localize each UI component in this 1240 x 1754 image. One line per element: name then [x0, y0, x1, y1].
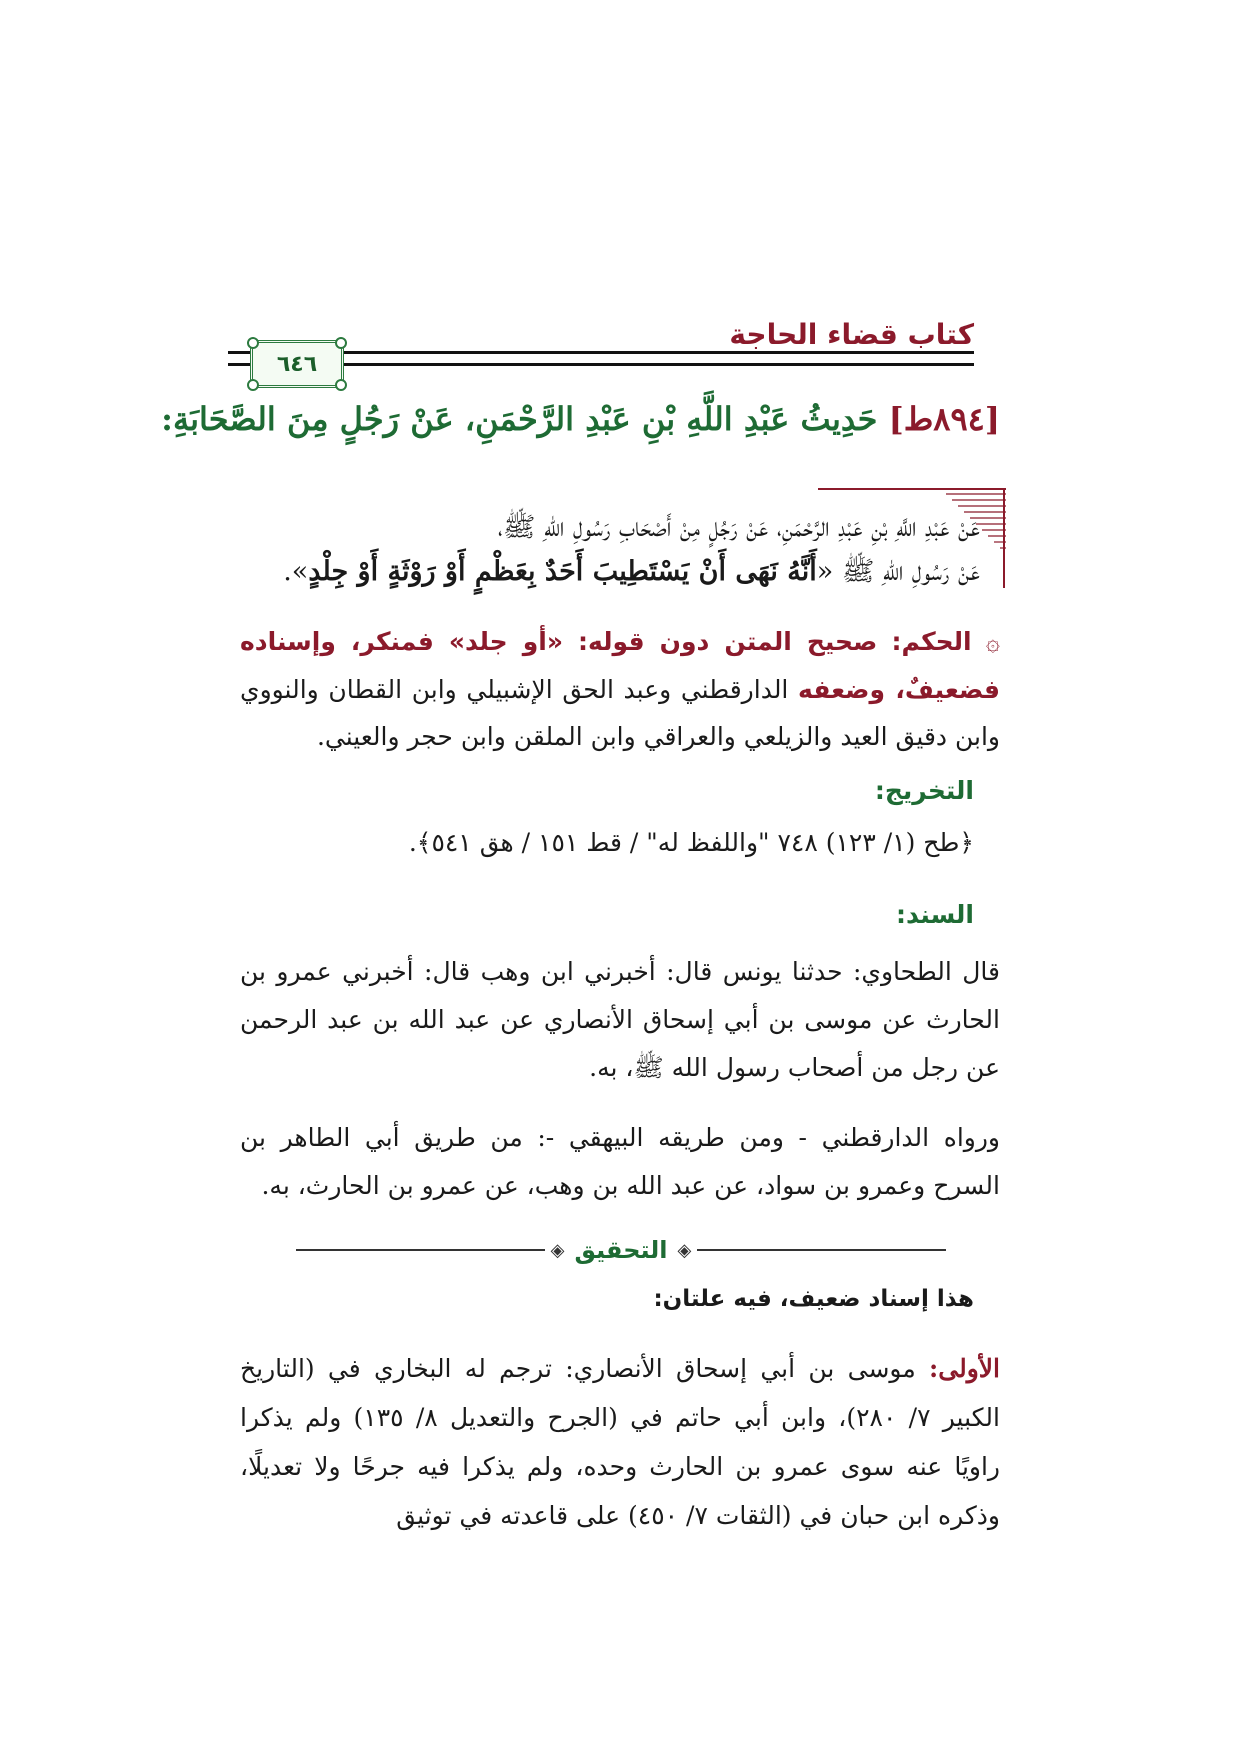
divider-ornament-icon: ◈	[677, 1239, 692, 1261]
tahqiq-label: التحقيق	[574, 1236, 668, 1264]
hadith-heading	[161, 400, 1000, 438]
page-number: ٦٤٦	[276, 351, 318, 377]
ruling-ornament-icon: ۞	[985, 628, 1000, 656]
book-title: كتاب قضاء الحاجة	[729, 318, 974, 351]
sanad-label: السند:	[895, 900, 974, 929]
takhrij-text: ﴿طح (١/ ١٢٣) ٧٤٨ "واللفظ له" / قط ١٥١ / هق ٥٤١﴾.	[408, 828, 974, 857]
tahqiq-intro: هذا إسناد ضعيف، فيه علتان:	[653, 1286, 974, 1312]
matn-hadith-text: أَنَّهُ نَهَى أَنْ يَسْتَطِيبَ أَحَدٌ بِعَظْمٍ أَوْ رَوْثَةٍ أَوْ جِلْدٍ	[308, 556, 817, 587]
hadith-title: حَدِيثُ عَبْدِ اللَّهِ بْنِ عَبْدِ الرَّحْمَنِ، عَنْ رَجُلٍ مِنَ الصَّحَابَةِ:	[161, 400, 878, 438]
matn-line-2-prefix: عَنْ رَسُولِ اللهِ ﷺ «	[816, 556, 980, 587]
matn-line-2-suffix: ».	[283, 556, 309, 587]
first-reason-text: موسى بن أبي إسحاق الأنصاري: ترجم له البخاري في (التاريخ الكبير ٧/ ٢٨٠)، وابن أبي حاتم في (الجرح والتعديل ٨/ ١٣٥) ولم يذكرا راويًا عنه سوى عمرو بن الحارث وحده، ولم يذكرا فيه جرحًا ولا تعديلًا، وذكره ابن حبان في (الثقات ٧/ ٤٥٠) على قاعدته في توثيق	[240, 1354, 1000, 1530]
divider-ornament-icon: ◈	[550, 1239, 565, 1261]
hadith-number: [٨٩٤ط]	[888, 400, 1000, 438]
header-rule-bottom	[338, 363, 974, 366]
matn-line-1: عَنْ عَبْدِ اللَّهِ بْنِ عَبْدِ الرَّحْمَنِ، عَنْ رَجُلٍ مِنْ أَصْحَابِ رَسُولِ اللهِ ﷺ،	[497, 512, 980, 543]
ruling-verdict: صحيح المتن دون قوله: «أو جلد» فمنكر، وإسناده فضعيفٌ، وضعفه	[240, 627, 1000, 704]
header-rule-top	[338, 351, 974, 354]
sanad-paragraph-2: ورواه الدارقطني - ومن طريقه البيهقي -: من طريق أبي الطاهر بن السرح وعمرو بن سواد، عن عبد الله بن وهب، عن عمرو بن الحارث، به.	[240, 1123, 1000, 1200]
matn-line-2	[240, 550, 980, 594]
matn-text	[240, 506, 980, 594]
ruling-paragraph	[240, 618, 1000, 760]
tahqiq-divider	[296, 1234, 946, 1266]
divider-line-left	[296, 1249, 545, 1251]
first-reason-label: الأولى:	[929, 1354, 1000, 1383]
header-rule-left-bottom	[228, 363, 250, 366]
sanad-paragraph-1: قال الطحاوي: حدثنا يونس قال: أخبرني ابن وهب قال: أخبرني عمرو بن الحارث عن موسى بن أبي إسحاق الأنصاري عن عبد الله بن عبد الرحمن عن رجل من أصحاب رسول الله ﷺ، به.	[240, 957, 1000, 1082]
takhrij-label: التخريج:	[874, 776, 974, 805]
divider-line-right	[697, 1249, 946, 1251]
page-number-box	[250, 340, 344, 388]
ruling-label: الحكم:	[891, 627, 972, 656]
tahqiq-first-reason	[240, 1344, 1000, 1540]
header-rule-left-top	[228, 351, 250, 354]
ruling-rest: الدارقطني وعبد الحق الإشبيلي وابن القطان والنووي وابن دقيق العيد والزيلعي والعراقي وابن الملقن وابن حجر والعيني.	[240, 675, 1000, 751]
